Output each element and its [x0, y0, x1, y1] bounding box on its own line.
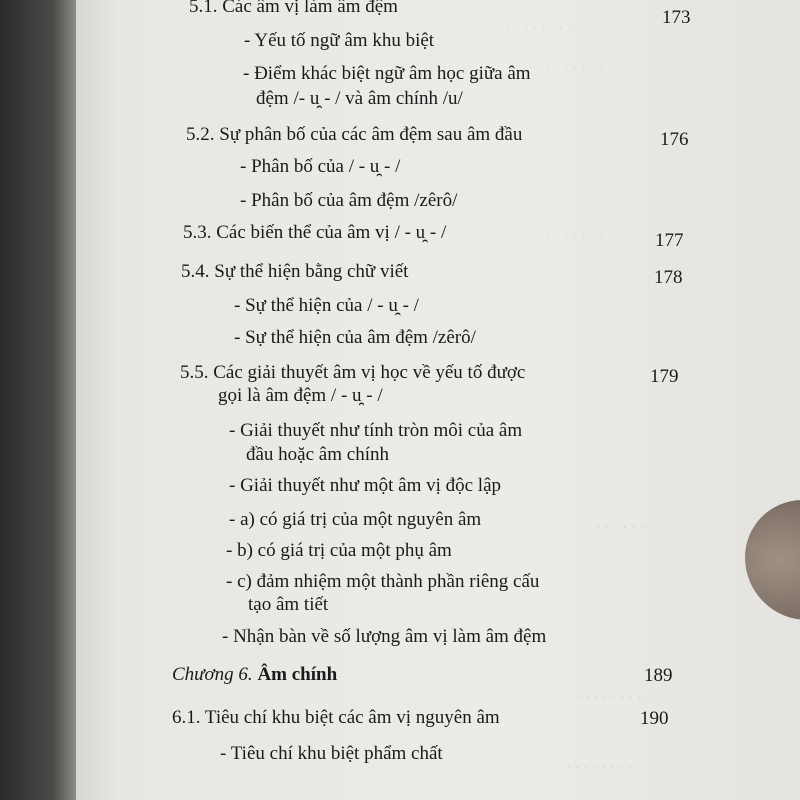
- toc-subentry: - a) có giá trị của một nguyên âm: [229, 509, 482, 530]
- bleed-through-text: · · · · · · · ·: [576, 690, 643, 706]
- toc-subentry: - Giải thuyết như tính tròn môi của âm: [229, 420, 523, 441]
- bleed-through-text: · · · · · · · ·: [546, 60, 613, 76]
- toc-entry-5-2-title: 5.2. Sự phân bố của các âm đệm sau âm đầu: [186, 124, 523, 145]
- toc-subentry: - Phân bố của âm đệm /zêrô/: [240, 190, 458, 211]
- toc-subentry: - b) có giá trị của một phụ âm: [226, 540, 452, 561]
- toc-subentry-cont: tạo âm tiết: [248, 594, 329, 615]
- bleed-through-text: · · · · · · · ·: [566, 760, 633, 776]
- toc-entry-5-5-page: 179: [650, 366, 679, 387]
- toc-subentry-cont: đầu hoặc âm chính: [246, 444, 389, 465]
- toc-subentry: - Sự thể hiện của âm đệm /zêrô/: [234, 327, 476, 348]
- chapter-name: Âm chính: [257, 664, 338, 685]
- toc-subentry: - Sự thể hiện của / - u̯ - /: [234, 295, 419, 316]
- toc-subentry: - Phân bố của / - u̯ - /: [240, 156, 401, 177]
- toc-subentry: - c) đảm nhiệm một thành phần riêng cấu: [226, 571, 540, 592]
- toc-entry-5-5-title-cont: gọi là âm đệm / - u̯ - /: [218, 385, 383, 406]
- chapter-prefix: Chương 6.: [172, 664, 253, 685]
- book-spine-shadow: [0, 0, 76, 800]
- toc-subentry-cont: đệm /- u̯ - / và âm chính /u/: [256, 88, 463, 109]
- bleed-through-text: · · · · · ·: [596, 520, 645, 536]
- toc-subentry: - Điểm khác biệt ngữ âm học giữa âm: [243, 63, 531, 84]
- toc-subentry: - Giải thuyết như một âm vị độc lập: [229, 475, 502, 496]
- toc-entry-5-2-page: 176: [660, 129, 689, 150]
- toc-entry-5-4-page: 178: [654, 267, 683, 288]
- toc-subentry: - Tiêu chí khu biệt phẩm chất: [220, 743, 443, 764]
- toc-entry-5-3-title: 5.3. Các biến thể của âm vị / - u̯ - /: [183, 222, 447, 243]
- toc-entry-5-5-title: 5.5. Các giải thuyết âm vị học về yếu tố được: [180, 362, 526, 383]
- toc-entry-6-1-page: 190: [640, 708, 669, 729]
- toc-subentry: - Nhận bàn về số lượng âm vị làm âm đệm: [222, 626, 547, 647]
- toc-entry-5-4-title: 5.4. Sự thể hiện bằng chữ viết: [181, 261, 409, 282]
- toc-chapter-6-page: 189: [644, 665, 673, 686]
- toc-entry-6-1-title: 6.1. Tiêu chí khu biệt các âm vị nguyên âm: [172, 707, 500, 728]
- toc-entry-5-3-page: 177: [655, 230, 684, 251]
- toc-chapter-6-title: [172, 664, 337, 686]
- toc-entry-5-1-title: 5.1. Các âm vị làm âm đệm: [189, 0, 398, 17]
- toc-subentry: - Yếu tố ngữ âm khu biệt: [244, 30, 435, 51]
- toc-entry-5-1-page: 173: [662, 7, 691, 28]
- bleed-through-text: · · · · · · · ·: [506, 20, 573, 36]
- bleed-through-text: · · · · · · ·: [546, 230, 604, 246]
